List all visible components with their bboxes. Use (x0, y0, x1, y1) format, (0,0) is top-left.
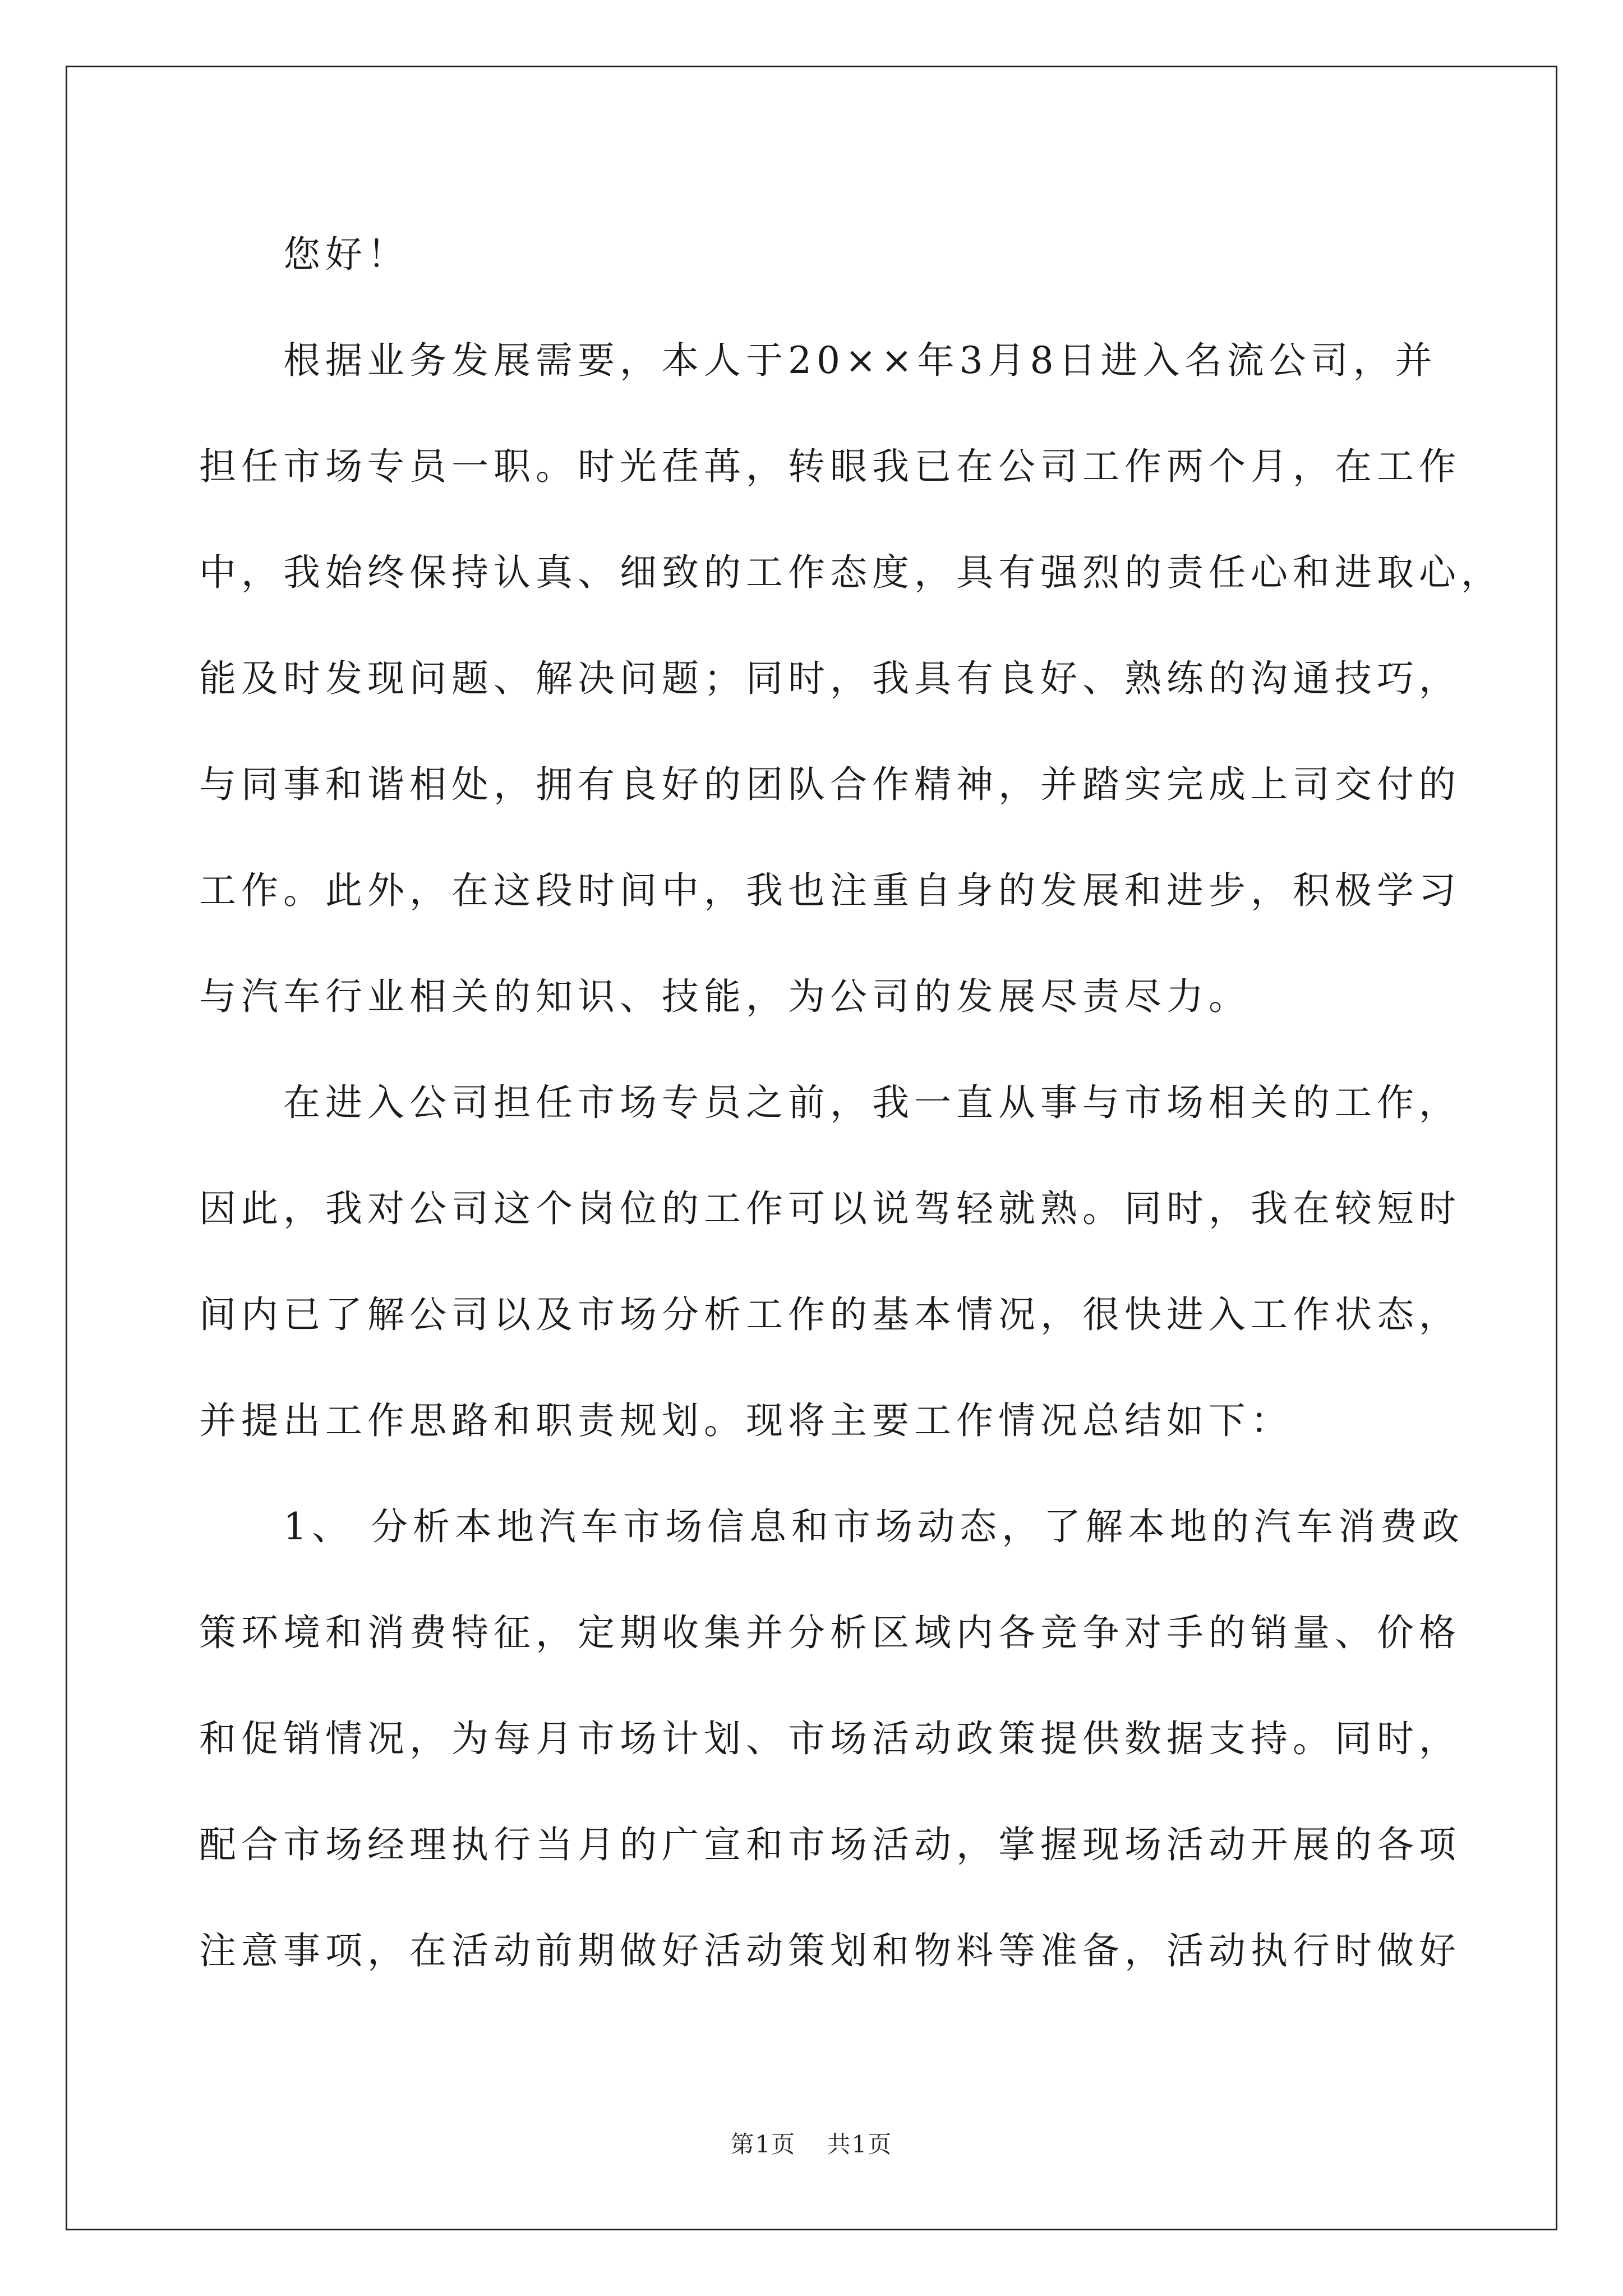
paragraph-line: 与同事和谐相处，拥有良好的团队合作精神，并踏实完成上司交付的 (199, 763, 1461, 806)
paragraph-line: 与汽车行业相关的知识、技能，为公司的发展尽责尽力。 (199, 975, 1251, 1018)
page-number: 第1页 (730, 2131, 796, 2158)
page-total: 共1页 (827, 2131, 893, 2158)
paragraph-line: 注意事项，在活动前期做好活动策划和物料等准备，活动执行时做好 (199, 1929, 1461, 1972)
paragraph-line: 在进入公司担任市场专员之前，我一直从事与市场相关的工作， (283, 1081, 1461, 1124)
paragraph-line: 策环境和消费特征，定期收集并分析区域内各竞争对手的销量、价格 (199, 1611, 1461, 1654)
paragraph-line: 工作。此外，在这段时间中，我也注重自身的发展和进步，积极学习 (199, 869, 1461, 912)
paragraph-line: 配合市场经理执行当月的广宣和市场活动，掌握现场活动开展的各项 (199, 1823, 1461, 1866)
paragraph-line: 间内已了解公司以及市场分析工作的基本情况，很快进入工作状态， (199, 1293, 1461, 1336)
paragraph-line: 能及时发现问题、解决问题；同时，我具有良好、熟练的沟通技巧， (199, 657, 1461, 700)
paragraph-line: 和促销情况，为每月市场计划、市场活动政策提供数据支持。同时， (199, 1717, 1461, 1760)
page-footer (0, 2126, 1623, 2160)
paragraph-line: 根据业务发展需要，本人于20××年3月8日进入名流公司，并 (283, 339, 1437, 382)
paragraph-line: 中，我始终保持认真、细致的工作态度，具有强烈的责任心和进取心， (199, 551, 1503, 594)
greeting: 您好！ (283, 233, 409, 276)
paragraph-line: 因此，我对公司这个岗位的工作可以说驾轻就熟。同时，我在较短时 (199, 1187, 1461, 1230)
paragraph-line: 担任市场专员一职。时光荏苒，转眼我已在公司工作两个月，在工作 (199, 445, 1461, 488)
list-item-line: 1、 分析本地汽车市场信息和市场动态，了解本地的汽车消费政 (283, 1505, 1464, 1548)
paragraph-line: 并提出工作思路和职责规划。现将主要工作情况总结如下： (199, 1399, 1293, 1442)
